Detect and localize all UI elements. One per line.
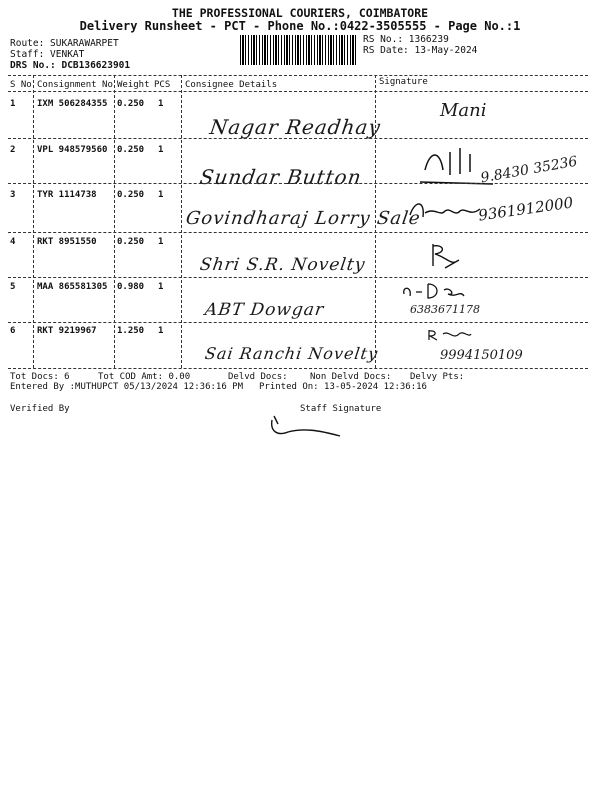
row-consignment: VPL 948579560 xyxy=(37,145,108,155)
row-sno: 3 xyxy=(10,190,16,200)
barcode xyxy=(240,35,358,65)
row-consignee-handwriting: ABT Dowgar xyxy=(203,300,326,320)
row-rule xyxy=(8,183,588,184)
row-rule xyxy=(8,232,588,233)
row-weight: 1.250 xyxy=(117,326,145,336)
col-header-weight: Weight xyxy=(117,80,150,90)
row-consignee-handwriting: Govindharaj Lorry Sale xyxy=(184,208,423,229)
staff-signature-scribble xyxy=(268,412,348,442)
row-signature: 6383671178 xyxy=(410,303,480,316)
rs-date: RS Date: 13-May-2024 xyxy=(363,45,478,56)
row-signature: 9994150109 xyxy=(440,348,523,363)
row-weight: 0.250 xyxy=(117,99,145,109)
non-delivered-docs: Non Delvd Docs: xyxy=(310,372,392,382)
col-header-signature: Signature xyxy=(379,77,428,87)
row-signature-scribble xyxy=(405,195,485,225)
staff-label: Staff: VENKAT xyxy=(10,49,85,60)
row-weight: 0.250 xyxy=(117,145,145,155)
company-title: THE PROFESSIONAL COURIERS, COIMBATORE xyxy=(171,6,429,20)
row-consignment: RKT 9219967 xyxy=(37,326,97,336)
row-signature-scribble xyxy=(400,280,470,304)
delivery-points: Delvy Pts: xyxy=(410,372,465,382)
rs-number: RS No.: 1366239 xyxy=(363,34,449,45)
row-sno: 4 xyxy=(10,237,16,247)
row-consignee-handwriting: Sai Ranchi Novelty xyxy=(203,344,380,363)
row-sno: 2 xyxy=(10,145,16,155)
row-pcs: 1 xyxy=(158,237,164,247)
col-divider xyxy=(33,75,34,368)
row-rule xyxy=(8,138,588,139)
row-pcs: 1 xyxy=(158,99,164,109)
row-consignee-handwriting: Shri S.R. Novelty xyxy=(198,255,367,275)
row-signature: Mani xyxy=(440,100,487,121)
printed-on: Printed On: 13-05-2024 12:36:16 xyxy=(259,382,427,392)
row-consignment: MAA 865581305 xyxy=(37,282,108,292)
col-header-consignment: Consignment No xyxy=(37,80,113,90)
row-sno: 1 xyxy=(10,99,16,109)
row-consignment: IXM 506284355 xyxy=(37,99,108,109)
delivered-docs: Delvd Docs: xyxy=(228,372,288,382)
col-header-pcs: PCS xyxy=(154,80,171,90)
col-divider xyxy=(114,75,115,368)
row-weight: 0.250 xyxy=(117,237,145,247)
row-sno: 5 xyxy=(10,282,16,292)
runsheet-title: Delivery Runsheet - PCT - Phone No.:0422-3505555 - Page No.:1 xyxy=(79,19,521,33)
row-signature-scribble xyxy=(425,326,475,344)
verified-by-label: Verified By xyxy=(10,404,70,414)
row-sno: 6 xyxy=(10,326,16,336)
row-rule xyxy=(8,322,588,323)
row-signature: 9361912000 xyxy=(477,193,575,225)
table-bottom-rule xyxy=(8,368,588,369)
row-rule xyxy=(8,277,588,278)
row-pcs: 1 xyxy=(158,190,164,200)
total-docs: Tot Docs: 6 xyxy=(10,372,70,382)
row-signature: 9.8430 35236 xyxy=(479,153,579,187)
table-header-rule xyxy=(8,91,588,92)
row-consignee-handwriting: Sundar Button xyxy=(198,165,364,189)
row-pcs: 1 xyxy=(158,145,164,155)
row-pcs: 1 xyxy=(158,326,164,336)
entered-by: Entered By :MUTHUPCT 05/13/2024 12:36:16 PM xyxy=(10,382,243,392)
row-weight: 0.250 xyxy=(117,190,145,200)
col-divider xyxy=(181,75,182,368)
drs-number: DRS No.: DCB136623901 xyxy=(10,60,131,71)
route-label: Route: SUKARAWARPET xyxy=(10,38,119,49)
col-header-sno: S No xyxy=(10,80,32,90)
total-cod-amount: Tot COD Amt: 0.00 xyxy=(98,372,191,382)
col-header-consignee: Consignee Details xyxy=(185,80,278,90)
row-weight: 0.980 xyxy=(117,282,145,292)
row-signature-scribble xyxy=(425,240,465,275)
row-consignment: RKT 8951550 xyxy=(37,237,97,247)
row-pcs: 1 xyxy=(158,282,164,292)
staff-signature-label: Staff Signature xyxy=(300,404,382,414)
row-consignment: TYR 1114738 xyxy=(37,190,97,200)
row-consignee-handwriting: Nagar Readhay xyxy=(208,115,383,139)
table-top-rule xyxy=(8,75,588,76)
